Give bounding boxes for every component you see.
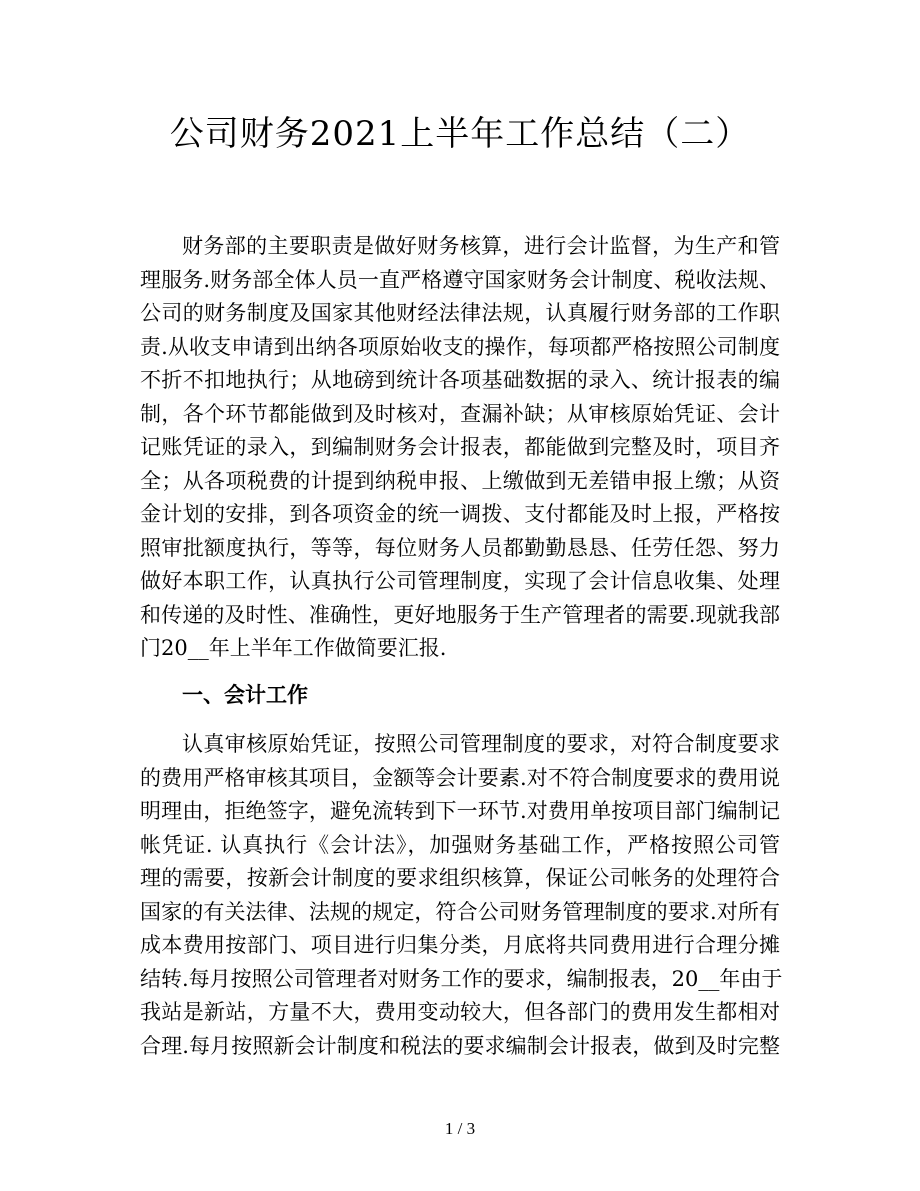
page-number: 1 / 3 (444, 1119, 476, 1138)
text-line: 照审批额度执行，等等，每位财务人员都勤勤恳恳、任劳任怨、努力 (140, 535, 780, 560)
text-line: 不折不扣地执行；从地磅到统计各项基础数据的录入、统计报表的编 (140, 368, 780, 392)
text-line: 全；从各项税费的计提到纳税申报、上缴做到无差错申报上缴；从资 (140, 468, 780, 493)
section-heading-text: 一、会计工作 (182, 682, 308, 707)
text-line: 明理由，拒绝签字，避免流转到下一环节.对费用单按项目部门编制记 (140, 799, 780, 823)
text-line: 帐凭证. 认真执行《会计法》，加强财务基础工作，严格按照公司管 (140, 832, 780, 857)
text-line: 的费用严格审核其项目，金额等会计要素.对不符合制度要求的费用说 (140, 765, 780, 790)
text-line: 我站是新站，方量不大，费用变动较大，但各部门的费用发生都相对 (140, 1000, 780, 1024)
page-title: 公司财务2021上半年工作总结（二） (169, 114, 751, 154)
text-line: 理服务.财务部全体人员一直严格遵守国家财务会计制度、税收法规、 (140, 267, 780, 292)
text-line: 做好本职工作，认真执行公司管理制度，实现了会计信息收集、处理 (140, 569, 780, 593)
text-line: 国家的有关法律、法规的规定，符合公司财务管理制度的要求.对所有 (140, 899, 780, 924)
text-line: 门20__年上半年工作做简要汇报. (140, 636, 447, 660)
text-line: 合理.每月按照新会计制度和税法的要求编制会计报表，做到及时完整 (140, 1033, 780, 1058)
text-line: 记账凭证的录入，到编制财务会计报表，都能做到完整及时，项目齐 (140, 435, 780, 459)
intro-paragraph (140, 230, 780, 666)
text-line: 财务部的主要职责是做好财务核算，进行会计监督，为生产和管 (182, 234, 780, 258)
accounting-paragraph (140, 728, 783, 1063)
text-line: 理的需要，按新会计制度的要求组织核算，保证公司帐务的处理符合 (140, 866, 780, 890)
text-line: 结转.每月按照公司管理者对财务工作的要求，编制报表，20__年由于 (140, 966, 783, 991)
text-line: 制，各个环节都能做到及时核对，查漏补缺；从审核原始凭证、会计 (140, 401, 780, 426)
section-heading-accounting (140, 678, 780, 712)
text-line: 成本费用按部门、项目进行归集分类，月底将共同费用进行合理分摊 (140, 933, 780, 957)
text-line: 责.从收支申请到出纳各项原始收支的操作，每项都严格按照公司制度 (140, 334, 780, 359)
text-line: 认真审核原始凭证，按照公司管理制度的要求，对符合制度要求 (182, 732, 780, 756)
text-line: 和传递的及时性、准确性，更好地服务于生产管理者的需要.现就我部 (140, 602, 780, 627)
text-line: 金计划的安排，到各项资金的统一调拨、支付都能及时上报，严格按 (140, 502, 780, 526)
text-line: 公司的财务制度及国家其他财经法律法规，认真履行财务部的工作职 (140, 301, 780, 325)
